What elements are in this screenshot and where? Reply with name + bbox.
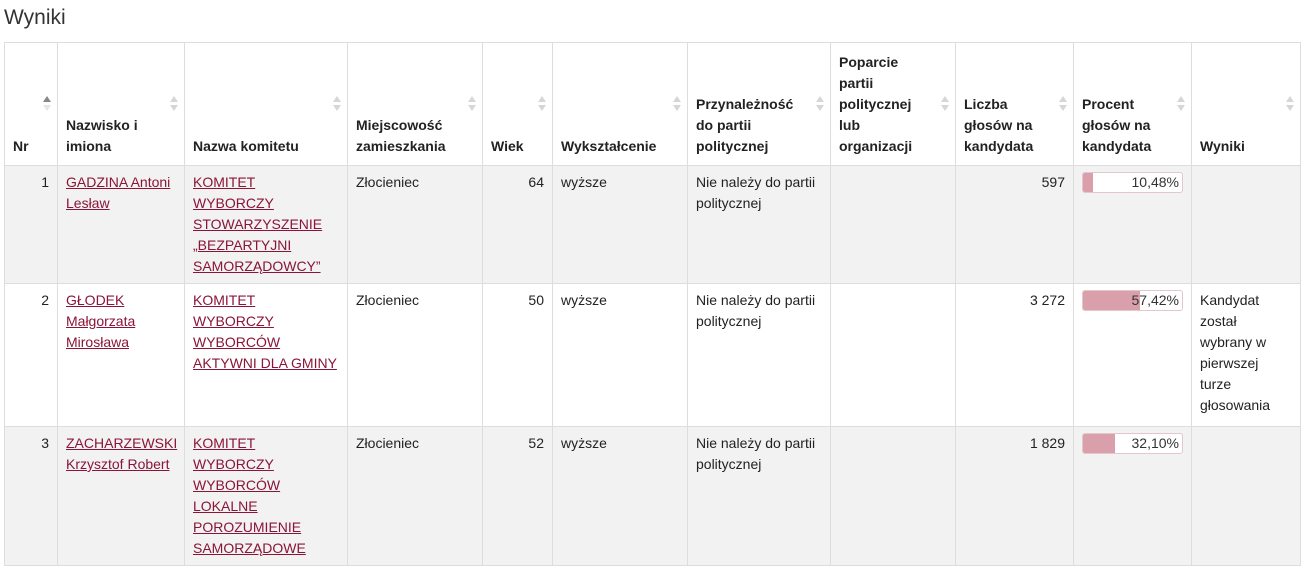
cell-name [58, 166, 185, 284]
cell-votes: 3 272 [956, 284, 1074, 427]
cell-nr: 1 [5, 166, 58, 284]
column-header-votes[interactable] [956, 43, 1074, 166]
cell-votes: 597 [956, 166, 1074, 284]
column-header-town[interactable] [348, 43, 483, 166]
column-header-label: Przynależność do partii politycznej [696, 96, 794, 154]
cell-nr: 3 [5, 427, 58, 566]
percent-value: 32,10% [1131, 435, 1179, 451]
cell-party: Nie należy do partii politycznej [688, 284, 831, 427]
sort-icon [333, 94, 341, 114]
cell-votes: 1 829 [956, 427, 1074, 566]
percent-value: 57,42% [1131, 292, 1179, 308]
cell-town: Złocieniec [348, 427, 483, 566]
percent-bar-fill [1083, 173, 1093, 192]
candidate-link[interactable]: ZACHARZEWSKI Krzysztof Robert [66, 435, 178, 472]
sort-icon [170, 94, 178, 114]
column-header-label: Miejscowość zamieszkania [356, 117, 446, 154]
cell-percent [1074, 284, 1192, 427]
candidate-link[interactable]: GŁODEK Małgorzata Mirosława [66, 292, 136, 350]
cell-education: wyższe [553, 166, 688, 284]
sort-ascending-icon [43, 94, 51, 114]
committee-link[interactable]: KOMITET WYBORCZY WYBORCÓW AKTYWNI DLA GMINY [193, 292, 337, 371]
cell-committee [185, 427, 348, 566]
cell-name [58, 284, 185, 427]
column-header-education[interactable] [553, 43, 688, 166]
cell-percent [1074, 427, 1192, 566]
column-header-support[interactable] [831, 43, 956, 166]
table-row [5, 166, 1301, 284]
percent-bar [1082, 172, 1183, 193]
sort-icon [941, 94, 949, 114]
column-header-percent[interactable] [1074, 43, 1192, 166]
cell-name [58, 427, 185, 566]
results-table [4, 42, 1301, 566]
cell-age: 52 [483, 427, 553, 566]
cell-support [831, 284, 956, 427]
percent-value: 10,48% [1131, 174, 1179, 190]
cell-result [1192, 427, 1301, 566]
column-header-committee[interactable] [185, 43, 348, 166]
column-header-party[interactable] [688, 43, 831, 166]
cell-age: 64 [483, 166, 553, 284]
header-row [5, 43, 1301, 166]
sort-icon [468, 94, 476, 114]
cell-education: wyższe [553, 284, 688, 427]
committee-link[interactable]: KOMITET WYBORCZY STOWARZYSZENIE „BEZPARTYJNI SAMORZĄDOWCY” [193, 174, 323, 274]
cell-nr: 2 [5, 284, 58, 427]
cell-support [831, 427, 956, 566]
percent-bar-fill [1083, 434, 1115, 453]
cell-town: Złocieniec [348, 284, 483, 427]
sort-icon [1177, 94, 1185, 114]
column-header-name[interactable] [58, 43, 185, 166]
sort-icon [673, 94, 681, 114]
column-header-label: Procent głosów na kandydata [1082, 96, 1152, 154]
cell-result [1192, 166, 1301, 284]
table-row [5, 427, 1301, 566]
cell-committee [185, 166, 348, 284]
cell-percent [1074, 166, 1192, 284]
percent-bar [1082, 290, 1183, 311]
column-header-label: Wykształcenie [561, 138, 657, 154]
sort-icon [538, 94, 546, 114]
column-header-label: Nr [13, 138, 29, 154]
column-header-label: Wyniki [1200, 138, 1245, 154]
cell-committee [185, 284, 348, 427]
column-header-nr[interactable] [5, 43, 58, 166]
sort-icon [1059, 94, 1067, 114]
cell-education: wyższe [553, 427, 688, 566]
table-row [5, 284, 1301, 427]
percent-bar [1082, 433, 1183, 454]
cell-party: Nie należy do partii politycznej [688, 166, 831, 284]
sort-icon [1286, 94, 1294, 114]
cell-result: Kandydat został wybrany w pierwszej turze głosowania [1192, 284, 1301, 427]
cell-town: Złocieniec [348, 166, 483, 284]
column-header-result[interactable] [1192, 43, 1301, 166]
column-header-label: Nazwisko i imiona [66, 117, 138, 154]
cell-support [831, 166, 956, 284]
candidate-link[interactable]: GADZINA Antoni Lesław [66, 174, 171, 211]
column-header-label: Wiek [491, 138, 524, 154]
page-title: Wyniki [4, 6, 66, 29]
cell-party: Nie należy do partii politycznej [688, 427, 831, 566]
column-header-label: Liczba głosów na kandydata [964, 96, 1034, 154]
sort-icon [816, 94, 824, 114]
cell-age: 50 [483, 284, 553, 427]
committee-link[interactable]: KOMITET WYBORCZY WYBORCÓW LOKALNE POROZUMIENIE SAMORZĄDOWE [193, 435, 306, 556]
column-header-label: Poparcie partii politycznej lub organizacji [839, 54, 913, 154]
column-header-age[interactable] [483, 43, 553, 166]
column-header-label: Nazwa komitetu [193, 138, 299, 154]
